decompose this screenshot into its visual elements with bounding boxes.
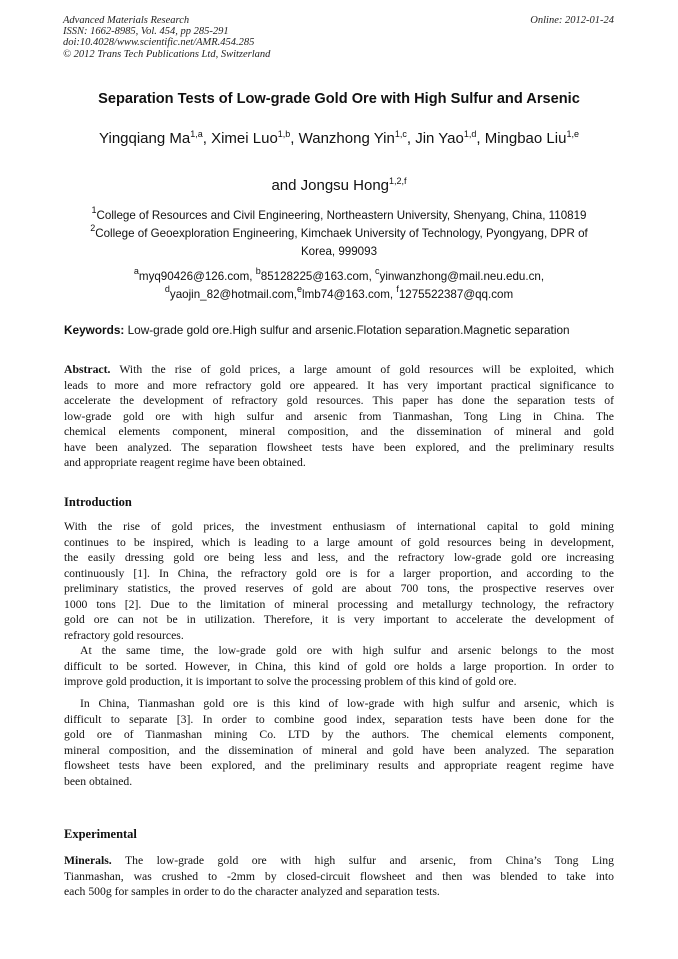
author-affil-sup: 1,d bbox=[463, 129, 477, 139]
author-sep: , bbox=[406, 130, 416, 147]
paragraph-line: improve gold production, it is important to solve the processing problem of this kind of gold ore. bbox=[64, 675, 517, 688]
email-sup: f bbox=[396, 284, 399, 294]
affil-sup: 2 bbox=[90, 223, 96, 233]
email-sep: , bbox=[540, 270, 545, 283]
paragraph-line: At the same time, the low-grade gold ore with high sulfur and arsenic belongs to the most bbox=[80, 644, 614, 657]
abstract-line: leads to more and more refractory gold ore appeared. It has very important practical significance to bbox=[64, 378, 614, 392]
doi-line: doi:10.4028/www.scientific.net/AMR.454.285 bbox=[63, 37, 255, 49]
email-sup: d bbox=[164, 284, 170, 294]
author-name: and Jongsu Hong bbox=[271, 177, 390, 194]
abstract-label: Abstract. bbox=[64, 363, 111, 376]
paragraph-line: refractory gold resources. bbox=[64, 628, 184, 642]
copyright-line: © 2012 Trans Tech Publications Ltd, Switzerland bbox=[63, 48, 271, 60]
abstract-line: low-grade gold ore with high sulfur and arsenic from Tianmashan, Tong Ling in China. The bbox=[64, 409, 614, 423]
email-address: yaojin_82@hotmail.com bbox=[169, 288, 294, 301]
abstract-line: and appropriate reagent regime have been obtained. bbox=[64, 456, 306, 469]
abstract-line: have been analyzed. The separation flowsheet tests have been explored, and the preliminary results bbox=[64, 440, 614, 454]
paragraph-line: gold ore of Tianmashan mining Co. LTD by the authors. The chemical elements component, bbox=[64, 728, 614, 741]
abstract-line: chemical elements component, mineral composition, and the dissemination of mineral and gold bbox=[64, 425, 614, 438]
section-heading-introduction: Introduction bbox=[64, 495, 132, 509]
email-sup: c bbox=[375, 266, 380, 276]
paragraph-line: been obtained. bbox=[64, 774, 133, 788]
author-name: Ximei Luo bbox=[211, 130, 278, 147]
paragraph-line: mineral composition, and the dissemination of mineral and gold have been analyzed. The separation bbox=[64, 743, 614, 757]
paragraph-line: each 500g for samples in order to do the character analyzed and separation tests. bbox=[64, 885, 440, 898]
paragraph-line: preliminary statistics, the proved reserves of gold are about 700 tons, the prospective reserves over bbox=[64, 582, 614, 595]
author-affil-sup: 1,a bbox=[190, 129, 203, 139]
paragraph-line: continues to be inspired, which is leading to a large amount of gold resources being in development, bbox=[64, 535, 614, 549]
email-sep: , bbox=[293, 288, 298, 301]
author-line-1 bbox=[0, 130, 678, 147]
paragraph-line: the easily dressing gold ore being less and less, and the refractory low-grade gold ore increasing bbox=[64, 551, 614, 564]
author-line-2 bbox=[0, 177, 678, 194]
author-affil-sup: 1,e bbox=[566, 129, 579, 139]
paragraph-text: The low-grade gold ore with high sulfur and arsenic, from China’s Tong Ling bbox=[111, 854, 614, 867]
paragraph-line: continuously [1]. In China, the refractory gold ore is for a larger proportion, and according to the bbox=[64, 566, 614, 580]
paragraph-line bbox=[64, 853, 614, 869]
paragraph-line: With the rise of gold prices, the investment enthusiasm of international capital to gold mining bbox=[64, 520, 614, 533]
affiliation-2 bbox=[40, 225, 638, 242]
author-sep: , bbox=[476, 130, 485, 147]
abstract-line bbox=[64, 362, 614, 378]
author-name: Yingqiang Ma bbox=[99, 130, 191, 147]
paragraph-line: In China, Tianmashan gold ore is this kind of low-grade with high sulfur and arsenic, which is bbox=[80, 697, 614, 710]
journal-name: Advanced Materials Research bbox=[63, 15, 190, 26]
email-sep: , bbox=[389, 288, 397, 301]
affiliation-2-cont: Korea, 999093 bbox=[300, 245, 378, 258]
section-heading-experimental: Experimental bbox=[64, 827, 137, 841]
intro-paragraph-2 bbox=[64, 643, 614, 690]
abstract-text: With the rise of gold prices, a large amount of gold resources will be exploited, which bbox=[110, 363, 614, 376]
author-affil-sup: 1,2,f bbox=[389, 176, 407, 186]
paragraph-line: gold ore can not be in utilization. Therefore, it is very important to accelerate the development of bbox=[64, 613, 614, 626]
email-address: 1275522387@qq.com bbox=[398, 288, 514, 301]
email-sup: b bbox=[255, 266, 261, 276]
author-name: Wanzhong Yin bbox=[298, 130, 395, 147]
author-sep: , bbox=[290, 130, 299, 147]
issn-line: ISSN: 1662-8985, Vol. 454, pp 285-291 bbox=[63, 26, 229, 38]
keywords-text: Low-grade gold ore.High sulfur and arsenic.Flotation separation.Magnetic separation bbox=[124, 323, 570, 337]
affil-text: College of Geoexploration Engineering, Kimchaek University of Technology, Pyongyang, DPR of bbox=[95, 227, 588, 240]
author-affil-sup: 1,b bbox=[277, 129, 291, 139]
intro-paragraph-3 bbox=[64, 696, 614, 789]
experimental-paragraph bbox=[64, 853, 614, 900]
email-line-1 bbox=[40, 268, 638, 285]
email-sup: a bbox=[133, 266, 139, 276]
journal-header bbox=[63, 15, 270, 60]
affiliation-1 bbox=[40, 207, 638, 224]
abstract bbox=[64, 362, 614, 471]
email-sup: e bbox=[297, 284, 303, 294]
paragraph-line: difficult to be sorted. However, in China, this kind of gold ore holds a large proportion. In order to bbox=[64, 659, 614, 673]
author-name: Mingbao Liu bbox=[484, 130, 567, 147]
affil-sup: 1 bbox=[91, 205, 97, 215]
keywords bbox=[64, 323, 570, 337]
author-affil-sup: 1,c bbox=[394, 129, 407, 139]
paragraph-line: Tianmashan, was crushed to -2mm by closed-circuit flowsheet and then was blended to take into bbox=[64, 869, 614, 883]
author-sep: , bbox=[202, 130, 212, 147]
email-address: lmb74@163.com bbox=[302, 288, 390, 301]
paragraph-line: 1000 tons [2]. Due to the limitation of mineral processing and metallurgy technology, the refractory bbox=[64, 597, 614, 611]
abstract-line: accelerate the development of refractory gold resources. This paper has done the separation tests of bbox=[64, 394, 614, 407]
intro-paragraph-1 bbox=[64, 519, 614, 643]
affil-text: College of Resources and Civil Engineering, Northeastern University, Shenyang, China, 110819 bbox=[96, 209, 587, 222]
author-name: Jin Yao bbox=[415, 130, 464, 147]
email-address: yinwanzhong@mail.neu.edu.cn bbox=[379, 270, 541, 283]
paper-title: Separation Tests of Low-grade Gold Ore with High Sulfur and Arsenic bbox=[98, 91, 580, 107]
minerals-label: Minerals. bbox=[64, 854, 112, 867]
paragraph-line: difficult to separate [3]. In order to combine good index, separation tests have been done for the bbox=[64, 712, 614, 726]
email-sep: , bbox=[249, 270, 256, 283]
email-address: myq90426@126.com bbox=[138, 270, 250, 283]
online-date: Online: 2012-01-24 bbox=[530, 15, 614, 26]
email-line-2 bbox=[40, 286, 638, 303]
email-sep: , bbox=[368, 270, 376, 283]
paragraph-line: flowsheet tests have been explored, and the preliminary results and appropriate reagent regime have bbox=[64, 759, 614, 772]
keywords-label: Keywords: bbox=[64, 323, 125, 337]
email-address: 85128225@163.com bbox=[260, 270, 369, 283]
